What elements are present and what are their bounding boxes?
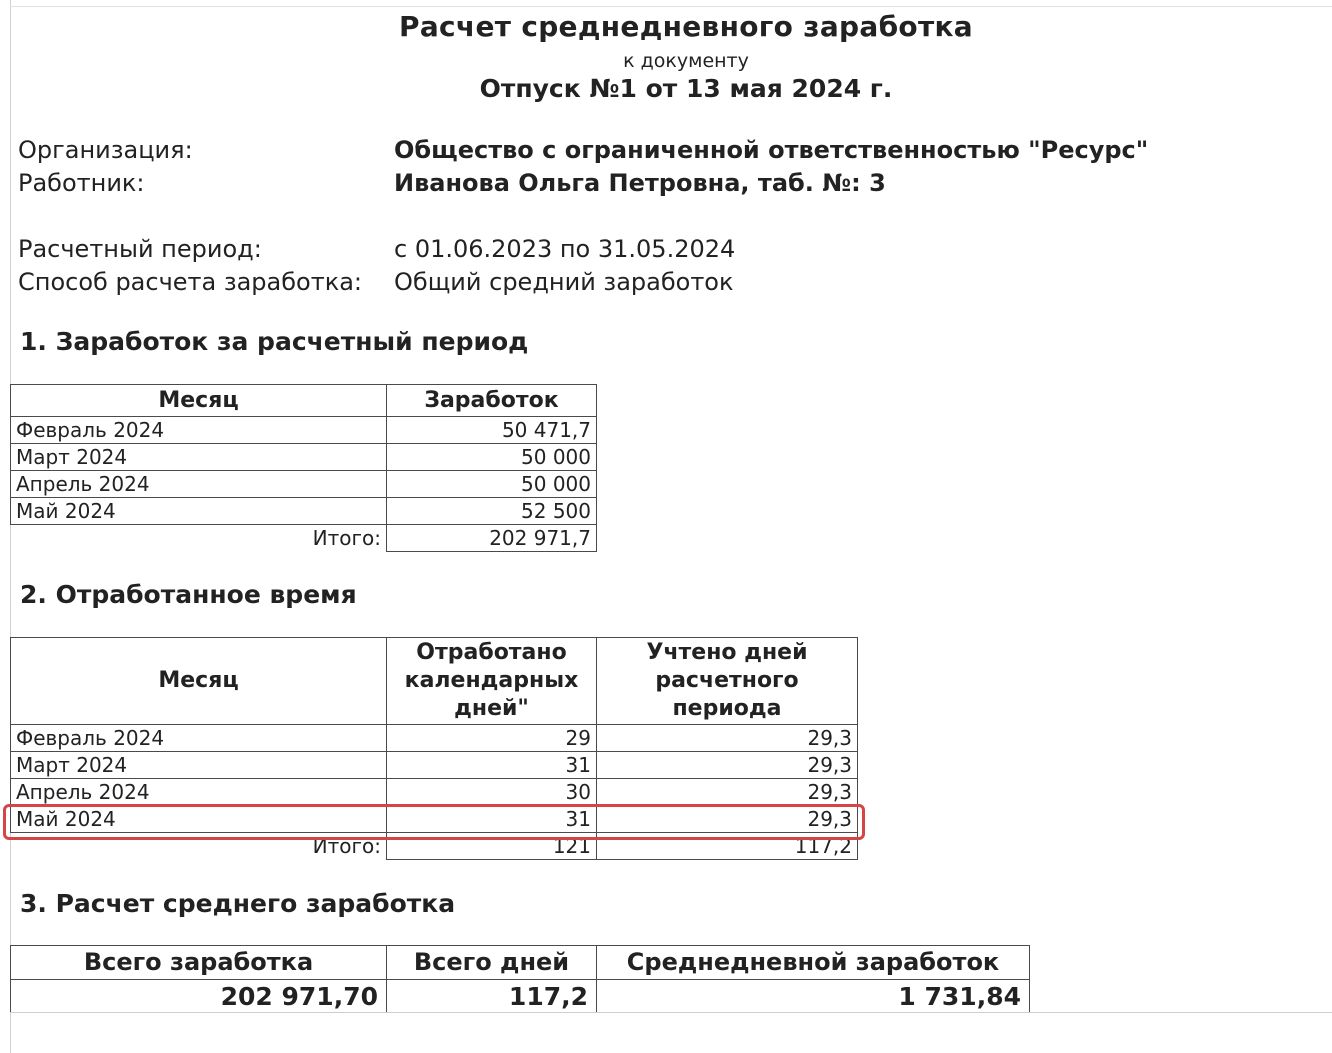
frame-top-border <box>10 6 1332 7</box>
total-row <box>11 525 597 552</box>
average-earnings-table <box>10 945 1030 1013</box>
employee-value: Иванова Ольга Петровна, таб. №: 3 <box>394 169 886 197</box>
total-label: Итого: <box>11 525 387 552</box>
counted-days-cell: 29,3 <box>597 752 858 779</box>
total-worked-cell: 121 <box>387 833 597 860</box>
total-earnings-cell: 202 971,7 <box>387 525 597 552</box>
period-value: с 01.06.2023 по 31.05.2024 <box>394 235 736 263</box>
column-header-total-earnings: Всего заработка <box>11 946 387 980</box>
column-header-average-daily: Среднедневной заработок <box>597 946 1030 980</box>
highlight-frame <box>3 804 865 840</box>
column-header-earnings: Заработок <box>387 385 597 417</box>
total-counted-cell: 117,2 <box>597 833 858 860</box>
section2-title: 2. Отработанное время <box>20 580 357 609</box>
report-title: Расчет среднедневного заработка <box>399 10 973 43</box>
section3-title: 3. Расчет среднего заработка <box>20 889 456 918</box>
month-cell: Май 2024 <box>11 498 387 525</box>
method-value: Общий средний заработок <box>394 268 734 296</box>
column-header-month: Месяц <box>11 385 387 417</box>
table-row <box>11 752 858 779</box>
organization-value: Общество с ограниченной ответственностью "Ресурс" <box>394 136 1149 164</box>
counted-days-cell: 29,3 <box>597 725 858 752</box>
earnings-cell: 50 471,7 <box>387 417 597 444</box>
month-cell: Март 2024 <box>11 444 387 471</box>
table-row <box>11 471 597 498</box>
month-cell: Февраль 2024 <box>11 417 387 444</box>
table-row <box>11 779 858 806</box>
counted-days-cell: 29,3 <box>597 779 858 806</box>
counted-days-cell: 29,3 <box>597 806 858 833</box>
earnings-table-header <box>11 385 597 417</box>
table-row <box>11 980 1030 1013</box>
organization-label: Организация: <box>18 136 193 164</box>
worked-time-table-header <box>11 638 858 725</box>
worked-days-cell: 30 <box>387 779 597 806</box>
employee-label: Работник: <box>18 169 145 197</box>
column-header-month: Месяц <box>11 638 387 725</box>
total-label: Итого: <box>11 833 387 860</box>
section1-title: 1. Заработок за расчетный период <box>20 327 529 356</box>
table-row <box>11 498 597 525</box>
worked-days-cell: 31 <box>387 806 597 833</box>
month-cell: Март 2024 <box>11 752 387 779</box>
report-subtitle: к документу <box>623 50 749 72</box>
earnings-table <box>10 384 597 552</box>
method-label: Способ расчета заработка: <box>18 268 363 296</box>
column-header-worked-days: Отработано календарных дней" <box>387 638 597 725</box>
table-row <box>11 444 597 471</box>
month-cell: Февраль 2024 <box>11 725 387 752</box>
total-days-value: 117,2 <box>387 980 597 1013</box>
month-cell: Апрель 2024 <box>11 471 387 498</box>
average-daily-value: 1 731,84 <box>597 980 1030 1013</box>
worked-days-cell: 31 <box>387 752 597 779</box>
earnings-cell: 50 000 <box>387 471 597 498</box>
table-row <box>11 725 858 752</box>
bottom-divider <box>10 1012 1332 1013</box>
month-cell: Май 2024 <box>11 806 387 833</box>
earnings-cell: 52 500 <box>387 498 597 525</box>
earnings-cell: 50 000 <box>387 444 597 471</box>
table-row <box>11 417 597 444</box>
document-reference: Отпуск №1 от 13 мая 2024 г. <box>479 74 893 103</box>
column-header-total-days: Всего дней <box>387 946 597 980</box>
period-label: Расчетный период: <box>18 235 262 263</box>
column-header-counted-days: Учтено дней расчетного периода <box>597 638 858 725</box>
total-earnings-value: 202 971,70 <box>11 980 387 1013</box>
month-cell: Апрель 2024 <box>11 779 387 806</box>
worked-days-cell: 29 <box>387 725 597 752</box>
average-earnings-table-header <box>11 946 1030 980</box>
